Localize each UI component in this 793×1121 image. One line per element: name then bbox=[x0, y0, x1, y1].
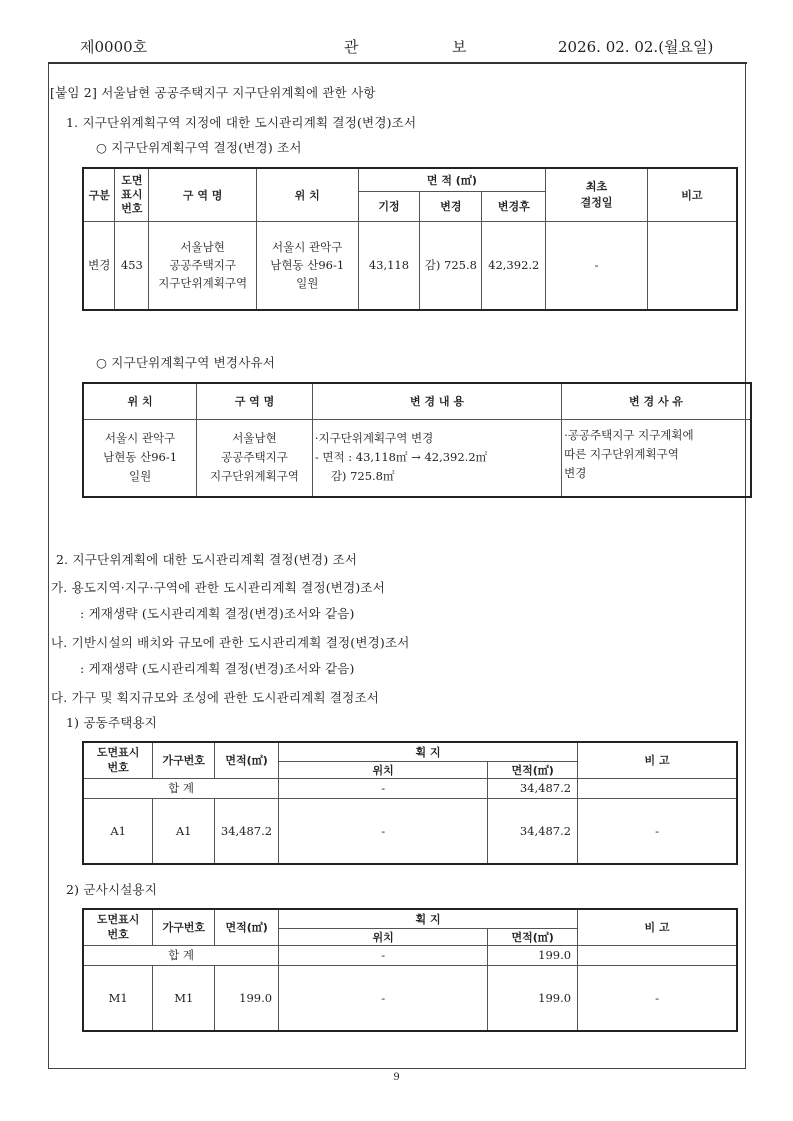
section-1-heading: 1. 지구단위계획구역 지정에 대한 도시관리계획 결정(변경)조서 bbox=[66, 115, 417, 130]
table-row: M1 M1 199.0 - 199.0 - bbox=[83, 965, 737, 1031]
attachment-title: [붙임 2] 서울남현 공공주택지구 지구단위계획에 관한 사항 bbox=[50, 85, 376, 100]
section-ga-note: : 게재생략 (도시관리계획 결정(변경)조서와 같음) bbox=[80, 606, 355, 621]
section-2-heading: 2. 지구단위계획에 대한 도시관리계획 결정(변경) 조서 bbox=[56, 552, 358, 567]
table-row: 서울시 관악구 남현동 산96-1 일원 서울남현 공공주택지구 지구단위계획구역 ·지구단위계획구역 변경 - 면적 : 43,118㎡ → 42,392.2㎡ 감) 725.8㎡ ·공공주택지구 지구계획에 따른 지구단위계획구역 변경 bbox=[83, 419, 751, 497]
col-note: 비고 bbox=[647, 168, 737, 221]
col-change-content: 변 경 내 용 bbox=[312, 383, 561, 419]
col-map-no: 도면표시 번호 bbox=[83, 742, 153, 778]
district-decision-table bbox=[82, 167, 738, 311]
col-area: 면 적 (㎡) bbox=[358, 168, 546, 191]
col-lot: 획 지 bbox=[279, 909, 578, 928]
col-change-reason: 변 경 사 유 bbox=[562, 383, 751, 419]
col-area-before: 기정 bbox=[358, 191, 420, 221]
table-row: 변경 453 서울남현 공공주택지구 지구단위계획구역 서울시 관악구 남현동 산96-1 일원 43,118 감) 725.8 42,392.2 - bbox=[83, 221, 737, 310]
gazette-title-left: 관 bbox=[344, 38, 359, 56]
section-1b-heading: ○ 지구단위계획구역 변경사유서 bbox=[96, 355, 276, 370]
section-na-heading: 나. 기반시설의 배치와 규모에 관한 도시관리계획 결정(변경)조서 bbox=[51, 635, 410, 650]
col-area: 면적(㎡) bbox=[215, 742, 279, 778]
col-gubun: 구분 bbox=[83, 168, 115, 221]
subsection-1-heading: 1) 공동주택용지 bbox=[66, 715, 158, 730]
subsection-2-heading: 2) 군사시설용지 bbox=[66, 882, 158, 897]
col-area-change: 변경 bbox=[420, 191, 482, 221]
total-row: 합 계 - 199.0 bbox=[83, 945, 737, 965]
col-location: 위 치 bbox=[83, 383, 197, 419]
section-da-heading: 다. 가구 및 획지규모와 조성에 관한 도시관리계획 결정조서 bbox=[51, 690, 379, 705]
total-row: 합 계 - 34,487.2 bbox=[83, 778, 737, 798]
gazette-title-right: 보 bbox=[452, 38, 467, 56]
col-block-no: 가구번호 bbox=[153, 742, 215, 778]
col-lot-position: 위치 bbox=[279, 928, 488, 945]
section-na-note: : 게재생략 (도시관리계획 결정(변경)조서와 같음) bbox=[80, 661, 355, 676]
col-note: 비 고 bbox=[578, 742, 737, 778]
col-district-name: 구 역 명 bbox=[149, 168, 257, 221]
page-header bbox=[48, 36, 746, 58]
col-district-name: 구 역 명 bbox=[197, 383, 313, 419]
page-number: 9 bbox=[393, 1072, 400, 1083]
col-block-no: 가구번호 bbox=[153, 909, 215, 945]
col-area: 면적(㎡) bbox=[215, 909, 279, 945]
col-note: 비 고 bbox=[578, 909, 737, 945]
section-1a-heading: ○ 지구단위계획구역 결정(변경) 조서 bbox=[96, 140, 302, 155]
table-row: A1 A1 34,487.2 - 34,487.2 - bbox=[83, 798, 737, 864]
section-ga-heading: 가. 용도지역·지구·구역에 관한 도시관리계획 결정(변경)조서 bbox=[51, 580, 385, 595]
col-map-no: 도면 표시 번호 bbox=[115, 168, 149, 221]
col-lot: 획 지 bbox=[279, 742, 578, 761]
change-reason-table bbox=[82, 382, 752, 498]
col-map-no: 도면표시 번호 bbox=[83, 909, 153, 945]
col-location: 위 치 bbox=[256, 168, 358, 221]
col-first-decision: 최초 결정일 bbox=[546, 168, 648, 221]
housing-lot-table bbox=[82, 741, 738, 865]
col-lot-position: 위치 bbox=[279, 761, 488, 778]
issue-date: 2026. 02. 02.(월요일) bbox=[558, 38, 714, 56]
military-lot-table bbox=[82, 908, 738, 1032]
col-area-after: 변경후 bbox=[482, 191, 546, 221]
col-lot-area: 면적(㎡) bbox=[488, 761, 578, 778]
col-lot-area: 면적(㎡) bbox=[488, 928, 578, 945]
issue-number: 제0000호 bbox=[80, 38, 148, 56]
